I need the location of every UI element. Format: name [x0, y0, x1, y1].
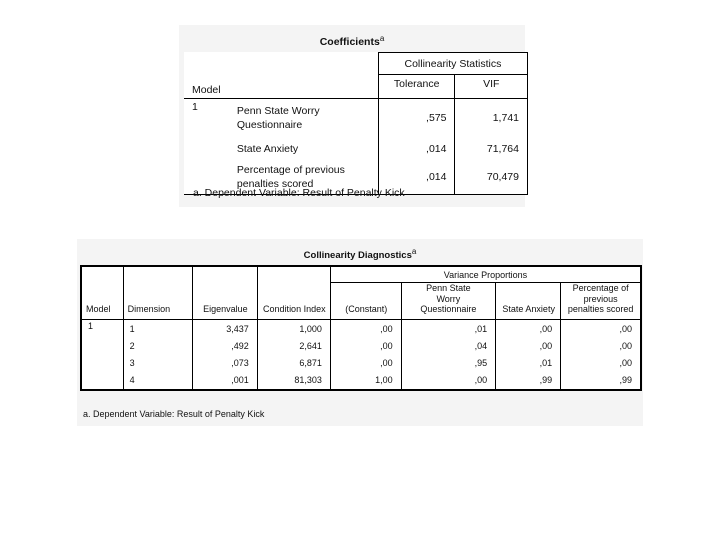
- diagnostics-title: Collinearity Diagnostics$^a$: [303, 247, 417, 261]
- tolerance-value: ,014: [378, 160, 455, 195]
- pswq-value: ,01: [401, 319, 496, 338]
- percentage-previous-value: ,00: [561, 319, 641, 338]
- col-header-tolerance: Tolerance: [378, 75, 455, 99]
- col-header-collinearity-statistics: Collinearity Statistics: [378, 53, 527, 75]
- dimension-value: 3: [123, 355, 192, 372]
- col-header-state-anxiety: State Anxiety: [496, 283, 561, 320]
- coefficients-table: [184, 52, 528, 195]
- pswq-value: ,00: [401, 372, 496, 390]
- condition-index-value: 2,641: [257, 338, 330, 355]
- col-header-pswq: Penn State Worry Questionnaire: [401, 283, 496, 320]
- col-header-model: Model: [81, 266, 123, 319]
- tolerance-value: ,575: [378, 99, 455, 138]
- vif-value: 1,741: [455, 99, 528, 138]
- constant-value: ,00: [330, 338, 401, 355]
- percentage-previous-value: ,00: [561, 338, 641, 355]
- eigenvalue-value: ,073: [192, 355, 257, 372]
- dimension-value: 1: [123, 319, 192, 338]
- col-header-model: Model: [184, 53, 378, 99]
- constant-value: ,00: [330, 319, 401, 338]
- condition-index-value: 81,303: [257, 372, 330, 390]
- row-label: Penn State Worry Questionnaire: [237, 99, 378, 138]
- vif-value: 70,479: [455, 160, 528, 195]
- eigenvalue-value: 3,437: [192, 319, 257, 338]
- condition-index-value: 1,000: [257, 319, 330, 338]
- pswq-value: ,95: [401, 355, 496, 372]
- col-header-percentage-previous: Percentage of previous penalties scored: [561, 283, 641, 320]
- diagnostics-panel: [77, 239, 643, 426]
- state-anxiety-value: ,99: [496, 372, 561, 390]
- vif-value: 71,764: [455, 137, 528, 160]
- diagnostics-footnote: a. Dependent Variable: Result of Penalty Kick: [83, 409, 265, 419]
- state-anxiety-value: ,00: [496, 338, 561, 355]
- coefficients-footnote: a. Dependent Variable: Result of Penalty Kick: [193, 187, 405, 199]
- col-header-vif: VIF: [455, 75, 528, 99]
- percentage-previous-value: ,99: [561, 372, 641, 390]
- model-number: 1: [184, 99, 237, 195]
- coefficients-panel: [179, 25, 525, 207]
- percentage-previous-value: ,00: [561, 355, 641, 372]
- row-label: State Anxiety: [237, 137, 378, 160]
- state-anxiety-value: ,00: [496, 319, 561, 338]
- condition-index-value: 6,871: [257, 355, 330, 372]
- tolerance-value: ,014: [378, 137, 455, 160]
- coefficients-title: Coefficients$^a$: [319, 34, 385, 48]
- dimension-value: 2: [123, 338, 192, 355]
- constant-value: 1,00: [330, 372, 401, 390]
- col-header-variance-proportions: Variance Proportions: [330, 266, 641, 283]
- pswq-value: ,04: [401, 338, 496, 355]
- dimension-value: 4: [123, 372, 192, 390]
- constant-value: ,00: [330, 355, 401, 372]
- col-header-dimension: Dimension: [123, 266, 192, 319]
- col-header-condition-index: Condition Index: [257, 266, 330, 319]
- model-number: 1: [81, 319, 123, 390]
- eigenvalue-value: ,001: [192, 372, 257, 390]
- col-header-eigenvalue: Eigenvalue: [192, 266, 257, 319]
- row-label: Percentage of previous penalties scored: [237, 160, 378, 195]
- eigenvalue-value: ,492: [192, 338, 257, 355]
- state-anxiety-value: ,01: [496, 355, 561, 372]
- diagnostics-table: [80, 265, 642, 391]
- col-header-constant: (Constant): [330, 283, 401, 320]
